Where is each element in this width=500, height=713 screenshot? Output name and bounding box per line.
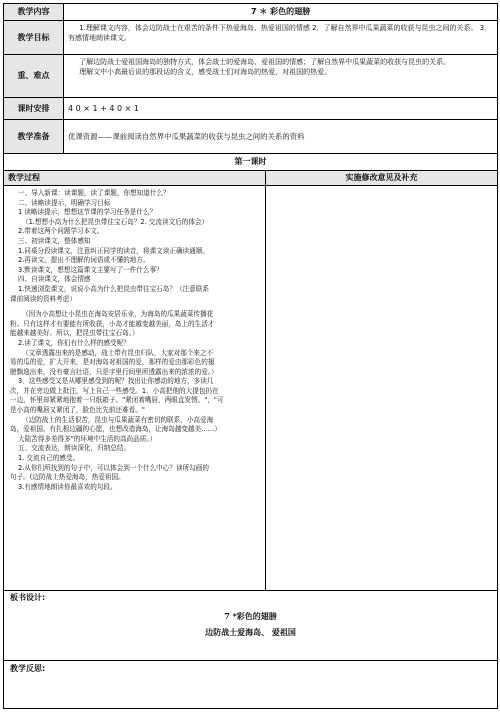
key-points-label: 重、难点	[4, 55, 64, 98]
process-line: 膀飘逸出来，没有豪言壮语，只是字里行间里所透露出来的浓浓的爱。）	[10, 367, 218, 376]
process-line: 四、自读课文，体会情感	[18, 275, 91, 284]
process-line: 2.再读文，提出不理解的词语或不懂的地方。	[18, 256, 150, 265]
process-line: 1.快速浏览课文，说说小高为什么把昆虫带往宝石岛？（注意联系	[18, 284, 209, 293]
process-line: 句子。(边防战士热爱海岛，热爱祖国。	[10, 473, 125, 482]
process-list	[4, 186, 265, 492]
process-line: 易的瓜的爱，扩大开来，是对海岛对祖国的爱，那样的爱由那彩色的翅	[10, 358, 215, 367]
board-line-1: 7 *彩色的翅膀	[224, 611, 277, 621]
content-label: 教学内容	[4, 4, 64, 21]
schedule-label: 课时安排	[4, 98, 64, 120]
process-header: 教学过程	[4, 171, 266, 186]
process-body	[4, 186, 266, 591]
board-line-2: 边防战士爱海岛、 爱祖国	[205, 627, 296, 637]
process-line: 1.同桌分段读课文，注意纠正同学的读音，将课文读正确读通顺。	[18, 246, 209, 255]
lesson-plan-sheet	[3, 3, 497, 709]
process-line: 五、交流表达，朗读深化，归纳总结。	[18, 444, 131, 453]
process-line: 课前阅读的资料考虑）	[10, 294, 76, 303]
process-line: 三、初读课文，整体感知	[18, 236, 91, 245]
process-line: 大陆苦得多差得多"的环境中生活的高尚品质。）	[18, 434, 157, 443]
reflection-cell	[4, 661, 498, 709]
process-line: 粉。只有这样才有要能有所收获，小岛才能越变越美丽，岛上的生活才	[10, 319, 215, 328]
process-line: （1.想想小高为什么把昆虫带往宝石岛？2. 交流读文后的体会）	[22, 217, 209, 226]
reflection-label: 教学反思:	[10, 664, 46, 673]
process-line: （边防战士的生活很苦，昆虫与瓜果蔬菜有密切的联系，小高爱海	[22, 415, 214, 424]
process-line: 二、读略读提示，明确学习目标	[18, 198, 111, 207]
key-points-cell	[64, 55, 498, 98]
process-line: 3.有感情地朗读你最喜欢的句段。	[18, 482, 117, 491]
process-line: 一、导入新课：读课题，读了课题，你想知道什么？	[18, 189, 170, 197]
process-line: 是小高的嘴唇又紧闭了，脸色比先前还难看。"	[10, 406, 145, 415]
process-line: 3．这些感受又是从哪里感受到的呢？找出让你感动的地方，多读几	[18, 377, 214, 386]
revise-header: 实施修改意见及补充	[266, 171, 498, 186]
section-title: 第一课时	[4, 154, 498, 171]
process-line: 岛，爱祖国，有扎根边疆的心愿，也想改造海岛，让海岛越变越美……）	[10, 425, 221, 434]
process-line: 1. 交流自己的感受。	[18, 454, 80, 463]
process-line: 3.默读课文，想想这篇课文主要写了一件什么事？	[18, 265, 163, 274]
process-line: （因为小高想让小昆虫在海岛安居乐业，为海岛的瓜果蔬菜传播花	[22, 310, 214, 319]
prep-label: 教学准备	[4, 120, 64, 154]
process-line: 1 读略读提示，想想这节课的学习任务是什么？	[18, 208, 157, 217]
process-line: 2.读了课文，你们有什么样的感受呢？	[18, 338, 130, 347]
process-line: 2.从你们所找到的句子中，可以体会到一个什么中心？读所勾画的	[18, 463, 209, 472]
goals-text: 1.理解课文内容，体会边防战士在艰苦的条件下热爱海岛、热爱祖国的情感 2．了解自然界中瓜果蔬菜的收获与昆虫之间的关系。 3． 有感情地朗读课文。	[64, 21, 498, 55]
process-line: 次，并在旁边做上批注，写上自己一些感受。1．小高把他的大提包扔在	[10, 386, 219, 395]
process-line: 能越来越美好。所以，把昆虫带往宝石岛。）	[10, 329, 139, 338]
lesson-plan-table	[3, 3, 498, 709]
goals-label: 教学目标	[4, 21, 64, 55]
key-points-line-1: 了解边防战士爱祖国海岛的独特方式，体会战士的爱海岛、爱祖国的情感；了解自然界中瓜果蔬菜的收获与昆虫的关系。	[79, 58, 451, 66]
process-line: （文章透露出来的是感动，战士带有昆虫归队，大家对那个来之不	[22, 348, 214, 357]
board-label: 板书设计:	[10, 593, 46, 602]
revise-body	[266, 186, 498, 591]
process-line: 一边，怀里却紧紧地抱着一只纸箱子。"紧闭着嘴唇，两眼直发愣。"，"可	[10, 396, 224, 405]
process-line: 2.带着这两个问题学习本文。	[18, 227, 104, 236]
lesson-title: 7 ＊ 彩色的翅膀	[64, 4, 498, 21]
key-points-line-2: 理解文中小高最后说的那段话的含义，感受战士们对海岛的热爱，对祖国的热爱。	[79, 68, 332, 76]
prep-value: 优课资源——课前阅读自然界中瓜果蔬菜的收获与昆虫之间的关系的资料	[64, 120, 498, 154]
schedule-value: 4 0 × 1 + 4 0 × 1	[64, 98, 498, 120]
board-design-cell	[4, 591, 498, 661]
